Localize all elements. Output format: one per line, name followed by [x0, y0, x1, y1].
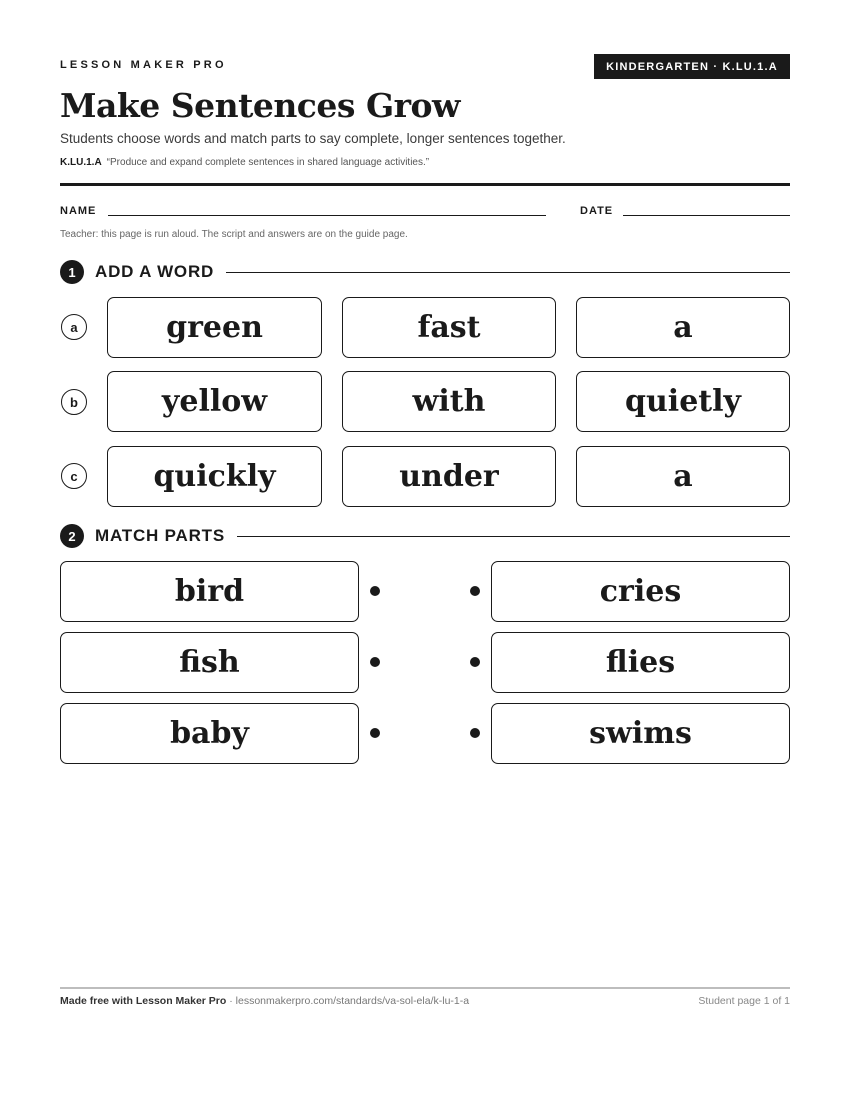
date-line[interactable]: [623, 215, 790, 216]
page-title: Make Sentences Grow: [60, 86, 460, 125]
match-dot-right[interactable]: [470, 728, 480, 738]
match-left-bird[interactable]: bird: [60, 561, 359, 622]
word-card-fast[interactable]: fast: [342, 297, 556, 358]
section-title: MATCH PARTS: [95, 526, 225, 545]
section-number: 1: [60, 260, 84, 284]
word-card-a[interactable]: a: [576, 446, 790, 507]
standard-line: [60, 157, 429, 168]
footer-credit: [60, 995, 469, 1007]
footer-page-number: Student page 1 of 1: [698, 995, 790, 1007]
word-card-green[interactable]: green: [107, 297, 322, 358]
match-dot-right[interactable]: [470, 657, 480, 667]
section-add-a-word: [60, 260, 790, 284]
footer-url[interactable]: lessonmakerpro.com/standards/va-sol-ela/k-lu-1-a: [235, 995, 470, 1007]
word-card-quietly[interactable]: quietly: [576, 371, 790, 432]
match-left-fish[interactable]: fish: [60, 632, 359, 693]
match-right-swims[interactable]: swims: [491, 703, 790, 764]
word-card-a[interactable]: a: [576, 297, 790, 358]
match-right-cries[interactable]: cries: [491, 561, 790, 622]
date-label: DATE: [580, 205, 614, 217]
brand-name: LESSON MAKER PRO: [60, 59, 227, 71]
section-match-parts: [60, 524, 790, 548]
grade-badge: KINDERGARTEN · K.LU.1.A: [594, 54, 790, 79]
name-label: NAME: [60, 205, 97, 217]
match-dot-left[interactable]: [370, 586, 380, 596]
section-number: 2: [60, 524, 84, 548]
teacher-note: Teacher: this page is run aloud. The script and answers are on the guide page.: [60, 229, 408, 240]
match-dot-right[interactable]: [470, 586, 480, 596]
footer-divider: [60, 987, 790, 989]
footer-separator: ·: [226, 995, 236, 1007]
word-card-quickly[interactable]: quickly: [107, 446, 322, 507]
match-right-flies[interactable]: flies: [491, 632, 790, 693]
match-left-baby[interactable]: baby: [60, 703, 359, 764]
word-card-with[interactable]: with: [342, 371, 556, 432]
match-dot-left[interactable]: [370, 728, 380, 738]
name-line[interactable]: [108, 215, 546, 216]
word-card-under[interactable]: under: [342, 446, 556, 507]
standard-code: K.LU.1.A: [60, 157, 102, 168]
word-card-yellow[interactable]: yellow: [107, 371, 322, 432]
match-dot-left[interactable]: [370, 657, 380, 667]
section-rule: [226, 272, 790, 273]
section-title: ADD A WORD: [95, 262, 215, 281]
header-divider: [60, 183, 790, 186]
row-marker-b: b: [61, 389, 87, 415]
row-marker-c: c: [61, 463, 87, 489]
row-marker-a: a: [61, 314, 87, 340]
footer-made-with: Made free with Lesson Maker Pro: [60, 995, 227, 1007]
standard-text: “Produce and expand complete sentences in shared language activities.”: [106, 157, 430, 168]
page-subtitle: Students choose words and match parts to say complete, longer sentences together.: [60, 131, 566, 146]
section-rule: [237, 536, 790, 537]
